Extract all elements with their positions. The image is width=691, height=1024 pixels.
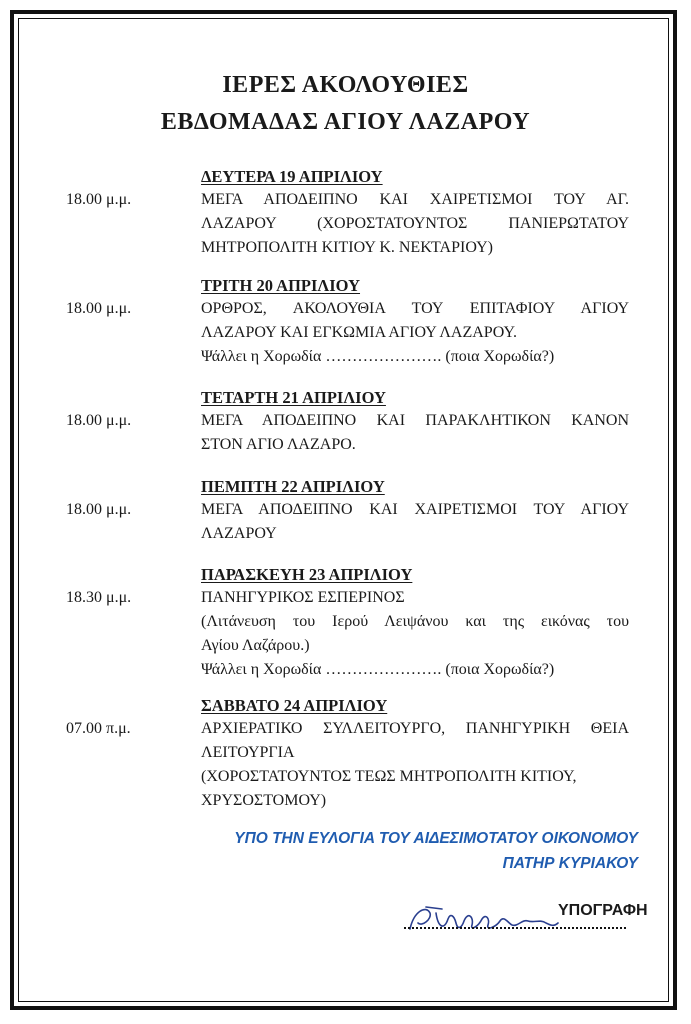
description-line: (Λιτάνευση του Ιερού Λειψάνου και της εικόνας του (201, 613, 629, 630)
service-time-thursday: 18.00 μ.μ. (66, 501, 132, 518)
description-line: ΟΡΘΡΟΣ, ΑΚΟΛΟΥΘΙΑ ΤΟΥ ΕΠΙΤΑΦΙΟΥ ΑΓΙΟΥ (201, 300, 629, 317)
service-description-tuesday (201, 297, 629, 369)
service-description-wednesday (201, 409, 629, 457)
choir-label: Ψάλλει η Χορωδία …………………. (201, 348, 442, 365)
day-heading-monday: ΔΕΥΤΕΡΑ 19 ΑΠΡΙΛΙΟΥ (201, 167, 383, 186)
description-line: Αγίου Λαζάρου.) (201, 637, 310, 654)
description-line: ΛΑΖΑΡΟΥ (201, 525, 277, 542)
description-line: ΛΑΖΑΡΟΥ (ΧΟΡΟΣΤΑΤΟΥΝΤΟΣ ΠΑΝΙΕΡΩΤΑΤΟΥ (201, 215, 629, 232)
description-line: ΜΗΤΡΟΠΟΛΙΤΗ ΚΙΤΙΟΥ Κ. ΝΕΚΤΑΡΙΟΥ) (201, 239, 493, 256)
description-line: ΜΕΓΑ ΑΠΟΔΕΙΠΝΟ ΚΑΙ ΧΑΙΡΕΤΙΣΜΟΙ ΤΟΥ ΑΓ. (201, 191, 629, 208)
service-description-monday (201, 188, 629, 260)
handwritten-signature (404, 893, 564, 943)
day-heading-friday: ΠΑΡΑΣΚΕΥΗ 23 ΑΠΡΙΛΙΟΥ (201, 565, 413, 584)
choir-line (201, 345, 596, 369)
choir-label: Ψάλλει η Χορωδία …………………. (201, 661, 442, 678)
description-line: ΜΕΓΑ ΑΠΟΔΕΙΠΝΟ ΚΑΙ ΧΑΙΡΕΤΙΣΜΟΙ ΤΟΥ ΑΓΙΟΥ (201, 501, 629, 518)
service-time-friday: 18.30 μ.μ. (66, 589, 132, 606)
choir-question: (ποια Χορωδία?) (445, 348, 555, 365)
choir-line (201, 658, 596, 682)
day-heading-saturday: ΣΑΒΒΑΤΟ 24 ΑΠΡΙΛΙΟΥ (201, 696, 388, 715)
description-line: ΛΑΖΑΡΟΥ ΚΑΙ ΕΓΚΩΜΙΑ ΑΓΙΟΥ ΛΑΖΑΡΟΥ. (201, 324, 518, 341)
blessing-line-1: ΥΠΟ ΤΗΝ ΕΥΛΟΓΙΑ ΤΟΥ ΑΙΔΕΣΙΜΟΤΑΤΟΥ ΟΙΚΟΝΟΜΟΥ (234, 830, 638, 847)
service-time-wednesday: 18.00 μ.μ. (66, 412, 132, 429)
page-title-line-2: ΕΒΔΟΜΑΔΑΣ ΑΓΙΟΥ ΛΑΖΑΡΟΥ (160, 109, 531, 135)
description-line: ΜΕΓΑ ΑΠΟΔΕΙΠΝΟ ΚΑΙ ΠΑΡΑΚΛΗΤΙΚΟΝ ΚΑΝΟΝ (201, 412, 629, 429)
service-time-monday: 18.00 μ.μ. (66, 191, 132, 208)
service-description-friday (201, 586, 629, 682)
service-description-thursday (201, 498, 629, 546)
signature-dotted-line (404, 927, 626, 929)
choir-question: (ποια Χορωδία?) (445, 661, 555, 678)
day-heading-tuesday: ΤΡΙΤΗ 20 ΑΠΡΙΛΙΟΥ (201, 276, 361, 295)
service-description-saturday (201, 717, 629, 813)
day-heading-thursday: ΠΕΜΠΤΗ 22 ΑΠΡΙΛΙΟΥ (201, 477, 385, 496)
description-line: ΛΕΙΤΟΥΡΓΙΑ (201, 744, 295, 761)
description-line: ΠΑΝΗΓΥΡΙΚΟΣ ΕΣΠΕΡΙΝΟΣ (201, 589, 405, 606)
signature-label: ΥΠΟΓΡΑΦΗ (558, 902, 648, 919)
service-time-saturday: 07.00 π.μ. (66, 720, 131, 737)
description-line: ΣΤΟΝ ΑΓΙΟ ΛΑΖΑΡΟ. (201, 436, 356, 453)
description-line: (ΧΟΡΟΣΤΑΤΟΥΝΤΟΣ ΤΕΩΣ ΜΗΤΡΟΠΟΛΙΤΗ ΚΙΤΙΟΥ, (201, 768, 577, 785)
description-line: ΑΡΧΙΕΡΑΤΙΚΟ ΣΥΛΛΕΙΤΟΥΡΓΟ, ΠΑΝΗΓΥΡΙΚΗ ΘΕΙΑ (201, 720, 629, 737)
blessing-line-2: ΠΑΤΗΡ ΚΥΡΙΑΚΟΥ (502, 855, 638, 872)
description-line: ΧΡΥΣΟΣΤΟΜΟΥ) (201, 792, 327, 809)
day-heading-wednesday: ΤΕΤΑΡΤΗ 21 ΑΠΡΙΛΙΟΥ (201, 388, 386, 407)
service-time-tuesday: 18.00 μ.μ. (66, 300, 132, 317)
page-title-line-1: ΙΕΡΕΣ ΑΚΟΛΟΥΘΙΕΣ (222, 72, 469, 98)
